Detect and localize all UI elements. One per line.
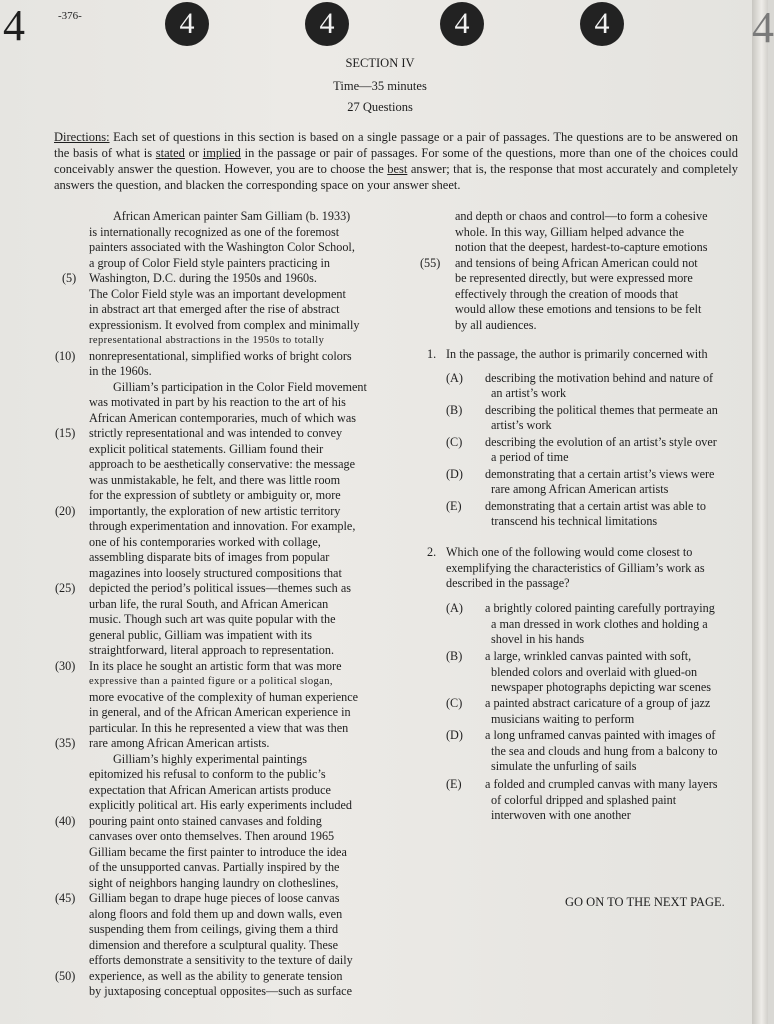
passage-line: depicted the period’s political issues—themes such as (89, 581, 351, 595)
passage-line: nonrepresentational, simplified works of bright colors (89, 349, 352, 363)
line-number-40: (40) (55, 814, 76, 828)
passage-line: was motivated in part by his reaction to the art of his (89, 395, 346, 409)
best-word: best (387, 162, 408, 176)
choice-text: rare among African American artists (491, 482, 669, 496)
passage-line: canvases over onto themselves. Then around 1965 (89, 829, 335, 843)
section-circle-2: 4 (305, 2, 349, 46)
choice-text: a brightly colored painting carefully portraying (485, 601, 715, 615)
choice-letter[interactable]: (D) (446, 467, 463, 481)
question-number: 1. (427, 347, 437, 361)
line-number-20: (20) (55, 504, 76, 518)
passage-line: sight of neighbors hanging laundry on clotheslines, (89, 876, 339, 890)
implied-word: implied (202, 146, 241, 160)
passage-line: expressive than a painted figure or a political slogan, (89, 676, 333, 687)
directions-label: Directions: (54, 130, 110, 144)
line-number-10: (10) (55, 349, 76, 363)
choice-text: a period of time (491, 450, 569, 464)
choice-text: interwoven with one another (491, 808, 631, 822)
line-number-45: (45) (55, 891, 76, 905)
passage-line: be represented directly, but were expressed more (455, 271, 693, 285)
choice-letter[interactable]: (B) (446, 649, 463, 663)
question-number: 2. (427, 545, 437, 559)
stated-word: stated (155, 146, 185, 160)
passage-line: Gilliam began to drape huge pieces of loose canvas (89, 891, 340, 905)
question-stem: Which one of the following would come closest to (446, 545, 693, 559)
passage-line: approach to be aesthetically conservative: the message (89, 457, 355, 471)
passage-line: suspending them from ceilings, giving them a third (89, 922, 339, 936)
section-time: Time—35 minutes (333, 79, 427, 93)
passage-line: Gilliam’s highly experimental paintings (113, 752, 307, 766)
passage-line: effectively through the creation of moods that (455, 287, 679, 301)
passage-line: magazines into loosely structured compositions that (89, 566, 342, 580)
choice-text: describing the evolution of an artist’s style over (485, 435, 717, 449)
line-number-50: (50) (55, 969, 76, 983)
line-number-25: (25) (55, 581, 76, 595)
passage-line: expressionism. It evolved from complex and minimally (89, 318, 360, 332)
passage-line: is internationally recognized as one of the foremost (89, 225, 340, 239)
passage-line: dimension and therefore a sculptural quality. These (89, 938, 339, 952)
passage-line: assembling disparate bits of images from popular (89, 550, 330, 564)
choice-text: describing the motivation behind and nature of (485, 371, 714, 385)
passage-line: more evocative of the complexity of human experience (89, 690, 359, 704)
passage-line: a group of Color Field style painters practicing in (89, 256, 330, 270)
section-title: SECTION IV (345, 56, 415, 70)
passage-line: Gilliam became the first painter to introduce the idea (89, 845, 347, 859)
next-page-edge (752, 0, 774, 1024)
choice-text: the sea and clouds and hung from a balcony to (491, 744, 718, 758)
choice-text: artist’s work (491, 418, 552, 432)
line-number-15: (15) (55, 426, 76, 440)
choice-letter[interactable]: (D) (446, 728, 463, 742)
passage-line: by juxtaposing conceptual opposites—such as surface (89, 984, 352, 998)
passage-line: in the 1960s. (89, 364, 152, 378)
passage-line: was unmistakable, he felt, and there was little room (89, 473, 341, 487)
passage-line: expectation that African American artists produce (89, 783, 331, 797)
choice-text: an artist’s work (491, 386, 567, 400)
passage-line: representational abstractions in the 1950s to totally (89, 335, 325, 346)
passage-line: Gilliam’s participation in the Color Field movement (113, 380, 367, 394)
choice-letter[interactable]: (C) (446, 435, 463, 449)
passage-line: In its place he sought an artistic form that was more (89, 659, 342, 673)
choice-text: newspaper photographs depicting war scenes (491, 680, 711, 694)
passage-line: experience, as well as the ability to generate tension (89, 969, 343, 983)
passage-line: painters associated with the Washington Color School, (89, 240, 355, 254)
passage-line: whole. In this way, Gilliam helped advance the (455, 225, 685, 239)
question-stem: exemplifying the characteristics of Gilliam’s work as (446, 561, 705, 575)
passage-line: and tensions of being African American could not (455, 256, 698, 270)
question-stem: In the passage, the author is primarily concerned with (446, 347, 708, 361)
passage-line: pouring paint onto stained canvases and folding (89, 814, 322, 828)
choice-letter[interactable]: (B) (446, 403, 463, 417)
choice-text: a large, wrinkled canvas painted with soft, (485, 649, 692, 663)
section-circle-4: 4 (580, 2, 624, 46)
choice-letter[interactable]: (E) (446, 777, 462, 791)
choice-text: demonstrating that a certain artist’s views were (485, 467, 715, 481)
passage-line: rare among African American artists. (89, 736, 270, 750)
line-number-35: (35) (55, 736, 76, 750)
choice-text: blended colors and overlaid with glued-on (491, 665, 698, 679)
choice-text: simulate the unfurling of sails (491, 759, 637, 773)
page-number: 4 (3, 1, 25, 50)
choice-text: a painted abstract caricature of a group of jazz (485, 696, 711, 710)
passage-line: straightforward, literal approach to representation. (89, 643, 335, 657)
passage-line: and depth or chaos and control—to form a cohesive (455, 209, 708, 223)
passage-line: particular. In this he represented a view that was then (89, 721, 349, 735)
section-circle-1: 4 (165, 2, 209, 46)
line-number-30: (30) (55, 659, 76, 673)
page-code: -376- (58, 10, 82, 22)
passage-line: notion that the deepest, hardest-to-capture emotions (455, 240, 708, 254)
choice-text: shovel in his hands (491, 632, 585, 646)
question-stem: described in the passage? (446, 576, 570, 590)
passage-line: The Color Field style was an important development (89, 287, 346, 301)
passage-line: African American painter Sam Gilliam (b. 1933) (113, 209, 351, 223)
line-number-5: (5) (62, 271, 77, 285)
choice-text: of colorful dripped and splashed paint (491, 793, 677, 807)
choice-text: a long unframed canvas painted with images of (485, 728, 716, 742)
section-question-count: 27 Questions (347, 100, 413, 114)
choice-text: describing the political themes that permeate an (485, 403, 718, 417)
passage-line: Washington, D.C. during the 1950s and 1960s. (89, 271, 317, 285)
passage-line: strictly representational and was intended to convey (89, 426, 343, 440)
passage-line: for the expression of subtlety or ambiguity or, more (89, 488, 341, 502)
choice-letter[interactable]: (A) (446, 601, 463, 615)
choice-text: musicians waiting to perform (491, 712, 635, 726)
passage-line: epitomized his refusal to conform to the public’s (89, 767, 326, 781)
passage-line: would allow these emotions and tensions to be felt (455, 302, 702, 316)
passage-line: one of his contemporaries worked with collage, (89, 535, 321, 549)
line-number-55: (55) (420, 256, 441, 270)
passage-line: urban life, the rural South, and African American (89, 597, 329, 611)
choice-text: a man dressed in work clothes and holding a (491, 617, 708, 631)
choice-text: a folded and crumpled canvas with many layers (485, 777, 718, 791)
directions: Directions: Each set of questions in this section is based on a single passage or a pair of passages. The questions are to be answered on the basis of what is stated or implied in the passage or pair of passages. For some of the questions, more than one of the choices could conceivably answer the question. However, you are to choose the best answer; that is, the response that most accurately and completely answers the question, and blacken the corresponding space on your answer sheet. (54, 130, 738, 192)
next-page-digit: 4 (752, 3, 774, 52)
passage-line: of the unsupported canvas. Partially inspired by the (89, 860, 340, 874)
passage-line: in general, and of the African American experience in (89, 705, 351, 719)
passage-line: explicitly political art. His early experiments included (89, 798, 352, 812)
passage-line: explicit political statements. Gilliam found their (89, 442, 324, 456)
choice-letter[interactable]: (E) (446, 499, 462, 513)
section-circle-3: 4 (440, 2, 484, 46)
passage-line: general public, Gilliam was impatient with its (89, 628, 313, 642)
passage-line: by all audiences. (455, 318, 537, 332)
passage-line: in abstract art that emerged after the rise of abstract (89, 302, 340, 316)
passage-line: through experimentation and innovation. For example, (89, 519, 356, 533)
passage-line: along floors and fold them up and down walls, even (89, 907, 343, 921)
choice-letter[interactable]: (C) (446, 696, 463, 710)
passage-line: importantly, the exploration of new artistic territory (89, 504, 341, 518)
go-on-instruction: GO ON TO THE NEXT PAGE. (565, 895, 725, 909)
passage-line: efforts demonstrate a sensitivity to the texture of daily (89, 953, 353, 967)
choice-text: transcend his technical limitations (491, 514, 658, 528)
choice-letter[interactable]: (A) (446, 371, 463, 385)
passage-line: African American contemporaries, much of which was (89, 411, 357, 425)
choice-text: demonstrating that a certain artist was able to (485, 499, 706, 513)
passage-line: music. Though such art was quite popular with the (89, 612, 336, 626)
